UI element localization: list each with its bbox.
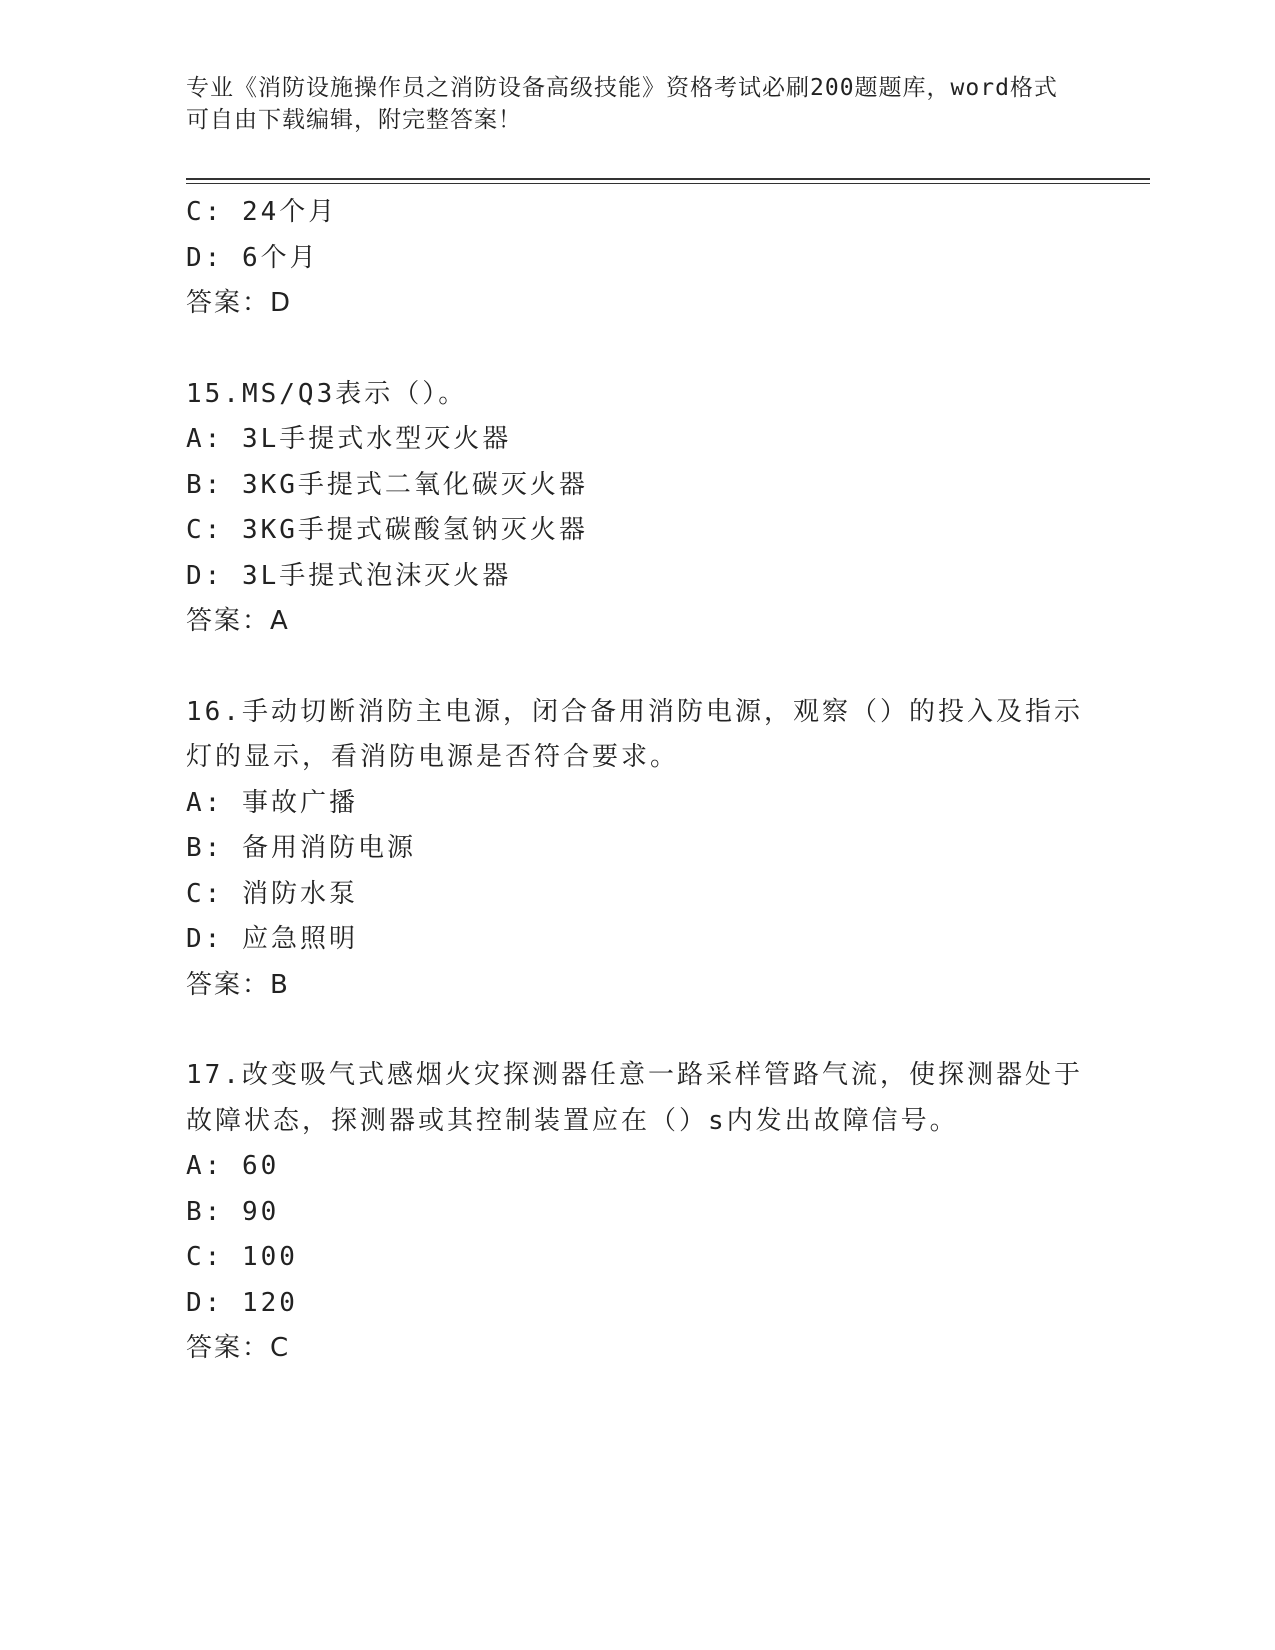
option-d: D: 120 — [186, 1287, 298, 1318]
option-b: B: 90 — [186, 1196, 280, 1227]
question-16 — [186, 690, 1086, 1009]
option-b: B: 3KG手提式二氧化碳灭火器 — [186, 469, 588, 500]
option-a: A: 60 — [186, 1151, 280, 1181]
question-17 — [186, 1053, 1086, 1372]
option-b: B: 备用消防电源 — [186, 833, 416, 863]
spacer — [186, 645, 1086, 690]
header-divider-thin — [186, 183, 1150, 184]
header-divider-thick — [186, 178, 1150, 180]
question-15 — [186, 372, 1086, 645]
question-stem-line-2: 灯的显示，看消防电源是否符合要求。 — [186, 742, 680, 772]
question-14-tail — [186, 190, 1086, 327]
document-header: 专业《消防设施操作员之消防设备高级技能》资格考试必刷200题题库，word格式可自由下载编辑，附完整答案！ — [186, 75, 1058, 133]
question-stem-line-2: 故障状态，探测器或其控制装置应在（）s内发出故障信号。 — [186, 1105, 959, 1136]
option-d: D: 应急照明 — [186, 924, 358, 954]
question-stem-line-1: 16.手动切断消防主电源，闭合备用消防电源，观察（）的投入及指示 — [186, 696, 1083, 727]
question-stem: 15.MS/Q3表示（）。 — [186, 378, 468, 409]
option-c: C: 消防水泵 — [186, 878, 358, 909]
answer-line: 答案：A — [186, 606, 290, 636]
option-d: D: 3L手提式泡沫灭火器 — [186, 560, 512, 591]
option-c: C: 3KG手提式碳酸氢钠灭火器 — [186, 515, 588, 545]
option-c: C: 100 — [186, 1242, 298, 1272]
spacer — [186, 1008, 1086, 1053]
document-body — [186, 190, 1086, 1372]
answer-line: 答案：D — [186, 288, 293, 318]
option-c: C: 24个月 — [186, 197, 338, 227]
option-a: A: 事故广播 — [186, 787, 358, 818]
spacer — [186, 327, 1086, 372]
option-d: D: 6个月 — [186, 242, 319, 273]
question-stem-line-1: 17.改变吸气式感烟火灾探测器任意一路采样管路气流，使探测器处于 — [186, 1060, 1083, 1090]
option-a: A: 3L手提式水型灭火器 — [186, 424, 512, 454]
answer-line: 答案：B — [186, 969, 290, 1000]
answer-line: 答案：C — [186, 1333, 291, 1363]
